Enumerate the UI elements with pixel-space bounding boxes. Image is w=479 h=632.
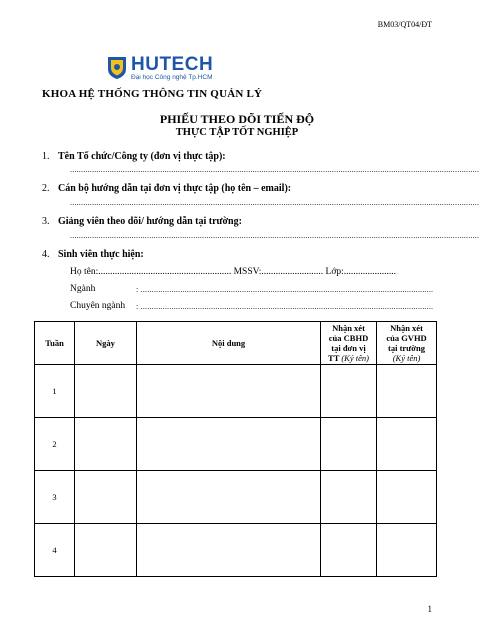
question-number: 3. <box>42 216 50 227</box>
student-info-row <box>70 267 396 277</box>
week-cell: 2 <box>35 418 75 471</box>
table-header-row <box>35 322 437 365</box>
header-cbhd-comment: Nhận xét của CBHD tại đơn vị TT (Ký tên) <box>321 322 377 365</box>
question-label: Cán bộ hướng dẫn tại đơn vị thực tập (họ tên – email): <box>58 183 292 194</box>
answer-line[interactable]: .......................................................................................................................................................................................... <box>70 165 479 174</box>
class-field[interactable]: ...................... <box>343 267 397 277</box>
page-number: 1 <box>427 604 432 614</box>
shield-logo-icon <box>107 56 127 80</box>
form-title: PHIẾU THEO DÕI TIẾN ĐỘ <box>159 112 315 126</box>
table-row <box>35 418 437 471</box>
question-1 <box>42 151 226 162</box>
specialization-field[interactable]: : ..................................................................................................................................... <box>136 302 434 311</box>
date-cell[interactable] <box>75 471 137 524</box>
cbhd-comment-cell[interactable] <box>321 418 377 471</box>
week-cell: 1 <box>35 365 75 418</box>
name-label: Họ tên: <box>70 267 99 277</box>
question-number: 1. <box>42 151 50 162</box>
question-label: Tên Tổ chức/Công ty (đơn vị thực tập): <box>58 151 226 162</box>
major-field[interactable]: : ..................................................................................................................................... <box>136 285 434 294</box>
question-3 <box>42 216 242 227</box>
header-gvhd-comment: Nhận xét của GVHD tại trường (Ký tên) <box>377 322 437 365</box>
gvhd-comment-cell[interactable] <box>377 365 437 418</box>
header-content: Nội dung <box>137 322 321 365</box>
gvhd-comment-cell[interactable] <box>377 418 437 471</box>
mssv-label: MSSV: <box>233 267 262 277</box>
question-label: Sinh viên thực hiện: <box>58 249 144 260</box>
question-number: 2. <box>42 183 50 194</box>
content-cell[interactable] <box>137 524 321 577</box>
date-cell[interactable] <box>75 524 137 577</box>
class-label: Lớp: <box>325 267 344 277</box>
cbhd-comment-cell[interactable] <box>321 471 377 524</box>
question-number: 4. <box>42 249 50 260</box>
question-4 <box>42 249 144 260</box>
progress-table <box>34 321 437 577</box>
header-date: Ngày <box>75 322 137 365</box>
week-cell: 4 <box>35 524 75 577</box>
week-cell: 3 <box>35 471 75 524</box>
major-label: Ngành <box>70 284 96 294</box>
header-week: Tuần <box>35 322 75 365</box>
content-cell[interactable] <box>137 471 321 524</box>
name-field[interactable]: ........................................................ <box>98 267 232 277</box>
answer-line[interactable]: .......................................................................................................................................................................................... <box>70 198 479 207</box>
gvhd-comment-cell[interactable] <box>377 524 437 577</box>
table-row <box>35 365 437 418</box>
cbhd-comment-cell[interactable] <box>321 365 377 418</box>
date-cell[interactable] <box>75 365 137 418</box>
date-cell[interactable] <box>75 418 137 471</box>
department-name: KHOA HỆ THỐNG THÔNG TIN QUẢN LÝ <box>42 88 263 100</box>
question-2 <box>42 183 291 194</box>
answer-line[interactable]: .......................................................................................................................................................................................... <box>70 231 479 240</box>
gvhd-comment-cell[interactable] <box>377 471 437 524</box>
hutech-logo <box>107 56 237 86</box>
specialization-label: Chuyên ngành <box>70 301 126 311</box>
logo-tagline: Đại học Công nghệ Tp.HCM <box>131 74 213 81</box>
form-subtitle: THỰC TẬP TỐT NGHIỆP <box>175 127 299 138</box>
document-code: BM03/QT04/ĐT <box>377 20 432 29</box>
content-cell[interactable] <box>137 365 321 418</box>
question-label: Giảng viên theo dõi/ hướng dẫn tại trường: <box>58 216 242 227</box>
table-row <box>35 471 437 524</box>
content-cell[interactable] <box>137 418 321 471</box>
cbhd-comment-cell[interactable] <box>321 524 377 577</box>
logo-brand: HUTECH <box>131 54 214 75</box>
table-row <box>35 524 437 577</box>
mssv-field[interactable]: .......................... <box>261 267 324 277</box>
